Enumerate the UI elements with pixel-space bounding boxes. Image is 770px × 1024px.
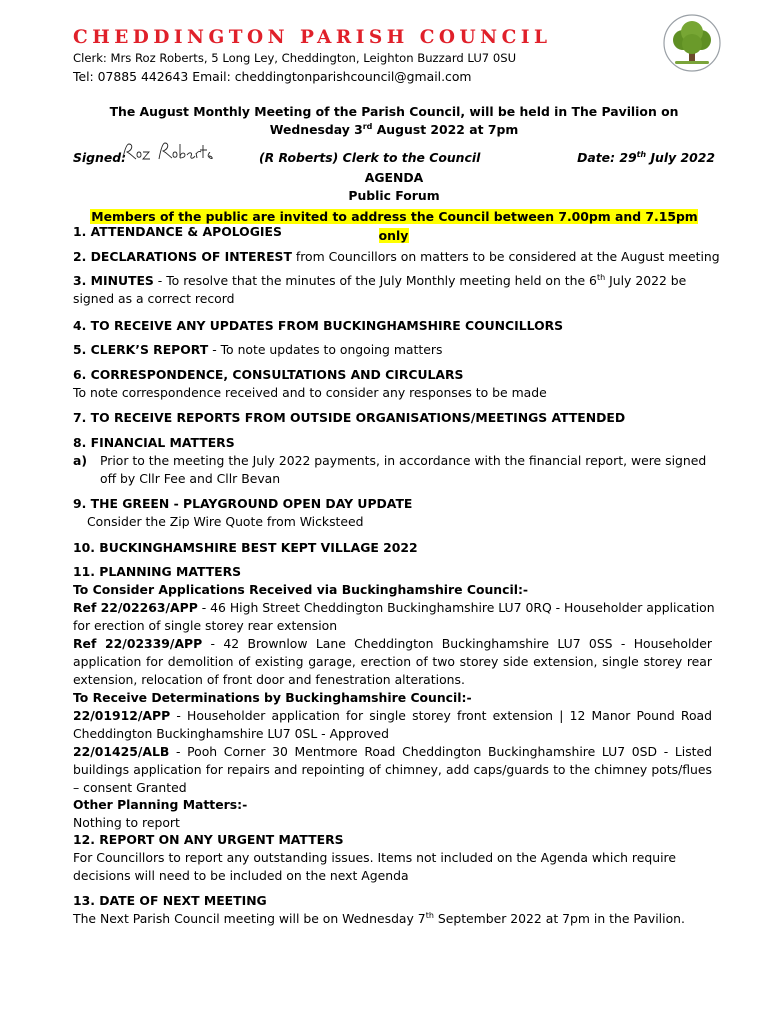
agenda-item-13: 13. DATE OF NEXT MEETING (73, 893, 267, 908)
agenda-item-7: 7. TO RECEIVE REPORTS FROM OUTSIDE ORGANISATIONS/MEETINGS ATTENDED (73, 410, 626, 425)
planning-determination-2-line3: – consent Granted (73, 780, 187, 795)
agenda-item-9: 9. THE GREEN - PLAYGROUND OPEN DAY UPDATE (73, 496, 413, 511)
agenda-item-8a-marker: a) (73, 453, 88, 468)
signed-label: Signed: (73, 150, 127, 165)
planning-determination-1: 22/01912/APP - Householder application for single storey front extension | 12 Manor Pound Road (73, 708, 712, 723)
agenda-item-12-line2: For Councillors to report any outstanding issues. Items not included on the Agenda which require (73, 850, 676, 865)
meeting-notice-line2: Wednesday 3rd August 2022 at 7pm (269, 122, 519, 137)
other-planning-heading: Other Planning Matters:- (73, 797, 248, 812)
tree-icon (663, 14, 721, 72)
planning-determinations-heading: To Receive Determinations by Buckinghamshire Council:- (73, 690, 472, 705)
planning-application-2-line3: extension, relocation of front door and fenestration alterations. (73, 672, 465, 687)
handwritten-signature (119, 138, 219, 166)
agenda-item-4: 4. TO RECEIVE ANY UPDATES FROM BUCKINGHAMSHIRE COUNCILLORS (73, 318, 564, 333)
planning-application-2: Ref 22/02339/APP - 42 Brownlow Lane Cheddington Buckinghamshire LU7 0SS - Householder (73, 636, 712, 651)
agenda-item-11: 11. PLANNING MATTERS (73, 564, 242, 579)
planning-determination-2-line2: buildings application for repairs and repointing of chimney, add caps/guards to the chimney pots/flues (73, 762, 712, 777)
agenda-item-3-line2: signed as a correct record (73, 291, 235, 306)
agenda-item-9-line2: Consider the Zip Wire Quote from Wicksteed (87, 514, 364, 529)
planning-application-2-line2: application for demolition of existing garage, erection of two storey side extension, single storey rear (73, 654, 712, 669)
planning-application-1: Ref 22/02263/APP - 46 High Street Cheddington Buckinghamshire LU7 0RQ - Householder application (73, 600, 715, 615)
agenda-item-1: 1. ATTENDANCE & APOLOGIES (73, 224, 282, 239)
agenda-item-6: 6. CORRESPONDENCE, CONSULTATIONS AND CIRCULARS (73, 367, 464, 382)
public-forum-title: Public Forum (348, 188, 440, 203)
agenda-title: AGENDA (364, 170, 424, 185)
agenda-item-6-line2: To note correspondence received and to consider any responses to be made (73, 385, 547, 400)
issue-date: Date: 29th July 2022 (577, 150, 715, 165)
agenda-item-8a-line2: off by Cllr Fee and Cllr Bevan (100, 471, 281, 486)
planning-determination-1-line2: Cheddington Buckinghamshire LU7 0SL - Approved (73, 726, 390, 741)
meeting-notice-line1: The August Monthly Meeting of the Parish Council, will be held in The Pavilion on (109, 104, 679, 119)
other-planning-text: Nothing to report (73, 815, 180, 830)
clerk-contact: Tel: 07885 442643 Email: cheddingtonparishcouncil@gmail.com (73, 69, 472, 84)
agenda-item-5: 5. CLERK’S REPORT - To note updates to ongoing matters (73, 342, 443, 357)
next-meeting-text: The Next Parish Council meeting will be on Wednesday 7th September 2022 at 7pm in the Pavilion. (73, 911, 685, 926)
agenda-item-3: 3. MINUTES - To resolve that the minutes of the July Monthly meeting held on the 6th July 2022 be (73, 273, 687, 288)
agenda-item-10: 10. BUCKINGHAMSHIRE BEST KEPT VILLAGE 2022 (73, 540, 418, 555)
agenda-item-8: 8. FINANCIAL MATTERS (73, 435, 235, 450)
council-name: CHEDDINGTON PARISH COUNCIL (73, 27, 552, 48)
clerk-role: (R Roberts) Clerk to the Council (259, 150, 481, 165)
public-forum-note: Members of the public are invited to address the Council between 7.00pm and 7.15pm only (91, 209, 698, 243)
agenda-item-2: 2. DECLARATIONS OF INTEREST from Councillors on matters to be considered at the August meeting (73, 249, 720, 264)
signature-row (73, 148, 715, 170)
planning-determination-2: 22/01425/ALB - Pooh Corner 30 Mentmore Road Cheddington Buckinghamshire LU7 0SD - Listed (73, 744, 712, 759)
agenda-item-8a-line1: Prior to the meeting the July 2022 payments, in accordance with the financial report, were signed (100, 453, 707, 468)
planning-application-1-line2: for erection of single storey rear extension (73, 618, 338, 633)
agenda-item-12-line3: decisions will need to be included on the next Agenda (73, 868, 409, 883)
planning-received-heading: To Consider Applications Received via Buckinghamshire Council:- (73, 582, 529, 597)
clerk-address: Clerk: Mrs Roz Roberts, 5 Long Ley, Cheddington, Leighton Buzzard LU7 0SU (73, 51, 517, 65)
agenda-item-12: 12. REPORT ON ANY URGENT MATTERS (73, 832, 344, 847)
